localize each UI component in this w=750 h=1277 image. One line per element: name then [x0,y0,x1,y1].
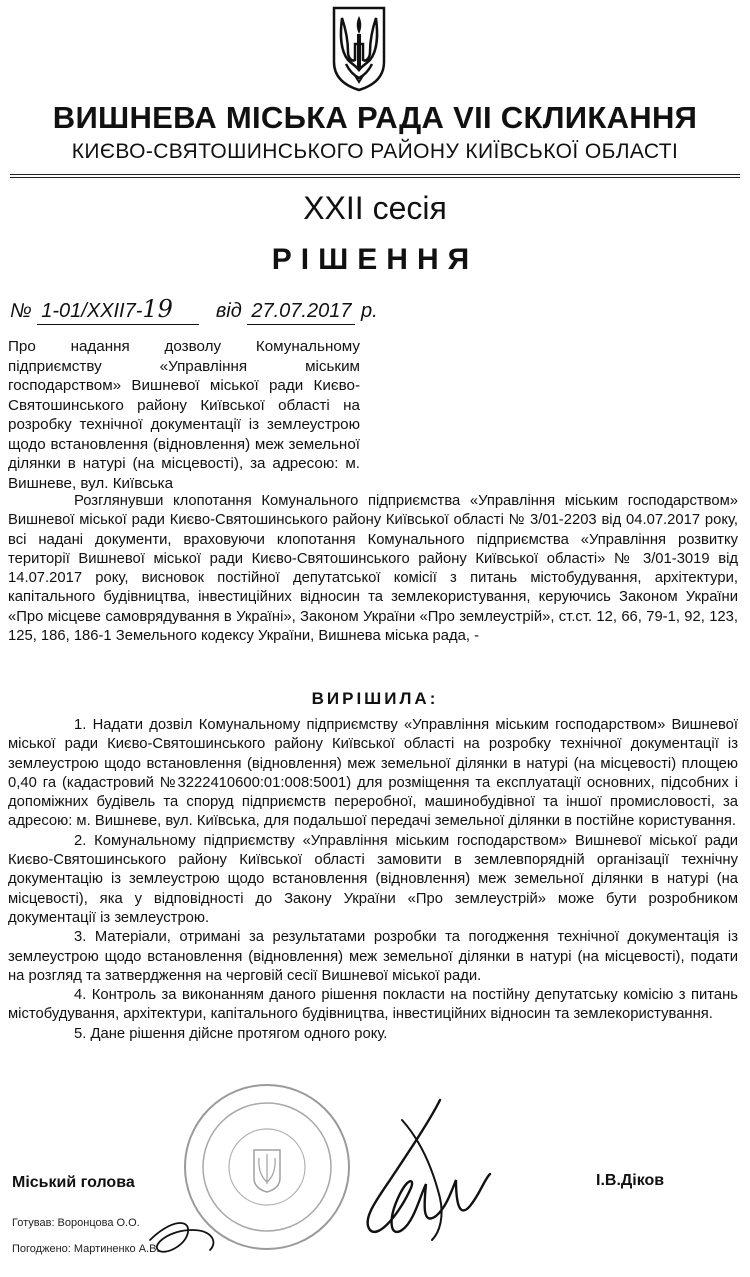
document-date: 27.07.2017 [247,298,355,325]
decision-item: 5. Дане рішення дійсне протягом одного року. [74,1025,388,1042]
decision-item: 1. Надати дозвіл Комунальному підприємству «Управління міським господарством» Вишневої міської ради Києво-Святошинського району Київської області на розробку технічної документації із землеустрою щодо встановлення (відновлення) меж земельної ділянки в натурі (на місцевості) площею 0,40 га (кадастровий №3222410600:01:008:5001) для розміщення та експлуатації основних, підсобних і допоміжних будівель та споруд підприємств переробної, машинобудівної та іншої промисловості, за адресою: м. Вишневе, вул. Київська, для подальшої передачі земельної ділянки в постійне користування. [8,717,738,830]
document-number [37,296,199,325]
mayor-name: І.В.Діков [596,1172,665,1189]
trident-coat-of-arms-icon [330,4,388,92]
year-suffix: р. [361,300,378,322]
decision-item: 4. Контроль за виконанням даного рішення покласти на постійну депутатську комісію з питань містобудування, архітектури, капітального будівництва, інвестиційних відносин та землекористування. [8,987,738,1023]
decided-heading: ВИРІШИЛА: [311,689,439,708]
prepared-by-note: Готував: Воронцова О.О. [12,1217,140,1229]
mayor-title: Міський голова [12,1174,135,1191]
document-number-printed: 1-01/XXII7- [41,300,143,322]
decision-item: 3. Матеріали, отримані за результатами розробки та погодження технічної документація із землеустрою щодо встановлення (відновлення) меж земельної ділянки в натурі (на місцевості), подати на розгляд та затвердження на черговій сесії Вишневої міської ради. [8,929,738,984]
signature-icon [140,1080,560,1277]
council-name: ВИШНЕВА МІСЬКА РАДА VII СКЛИКАННЯ [52,100,698,135]
header-divider-bottom [10,177,740,178]
decision-item: 2. Комунальному підприємству «Управління міським господарством» Вишневої міської ради Києво-Святошинського району Київської області замовити в землевпорядній організації технічну документацію із землеустрою щодо встановлення (відновлення) меж земельної ділянки в натурі (на місцевості), яка у відповідності до Закону України «Про землеустрій» може бути розробником документації із землеустрою. [8,832,738,926]
decision-items [8,716,738,1044]
date-word: від [215,300,242,322]
decision-title: РІШЕННЯ [271,243,479,276]
session-title: XXII сесія [303,190,447,226]
header-divider-top [10,174,740,175]
document-number-line [10,296,378,325]
preamble-paragraph: Розглянувши клопотання Комунального підприємства «Управління міським господарством» Вишневої міської ради Києво-Святошинського району Київської області № 3/01-2203 від 04.07.2017 року, всі надані документи, враховуючи клопотання Комунального підприємства «Управління розвитку території Вишневої міської ради Києво-Святошинського району Київської області» № 3/01-3019 від 14.07.2017 року, висновок постійної депутатської комісії з питань містобудування, архітектури, капітального будівництва, інвестиційних відносин та землекористування, керуючись Законом України «Про місцеве самоврядування в Україні», Законом України «Про землеустрій», ст.ст. 12, 66, 79-1, 92, 123, 125, 186, 186-1 Земельного кодексу України, Вишнева міська рада, - [8,493,738,645]
decision-subject: Про надання дозволу Комунальному підприємству «Управління міським господарством» Вишневої міської ради Києво-Святошинського району Київської області на розробку технічної документації із землеустрою щодо встановлення (відновлення) меж земельної ділянки в натурі (на місцевості), за адресою: м. Вишневе, вул. Київська [8,338,360,492]
document-number-handwritten: 19 [142,295,173,323]
approved-by-note: Погоджено: Мартиненко А.В. [12,1243,160,1255]
number-sign: № [10,300,32,322]
district-name: КИЄВО-СВЯТОШИНСЬКОГО РАЙОНУ КИЇВСЬКОЇ ОБЛАСТІ [71,140,679,163]
